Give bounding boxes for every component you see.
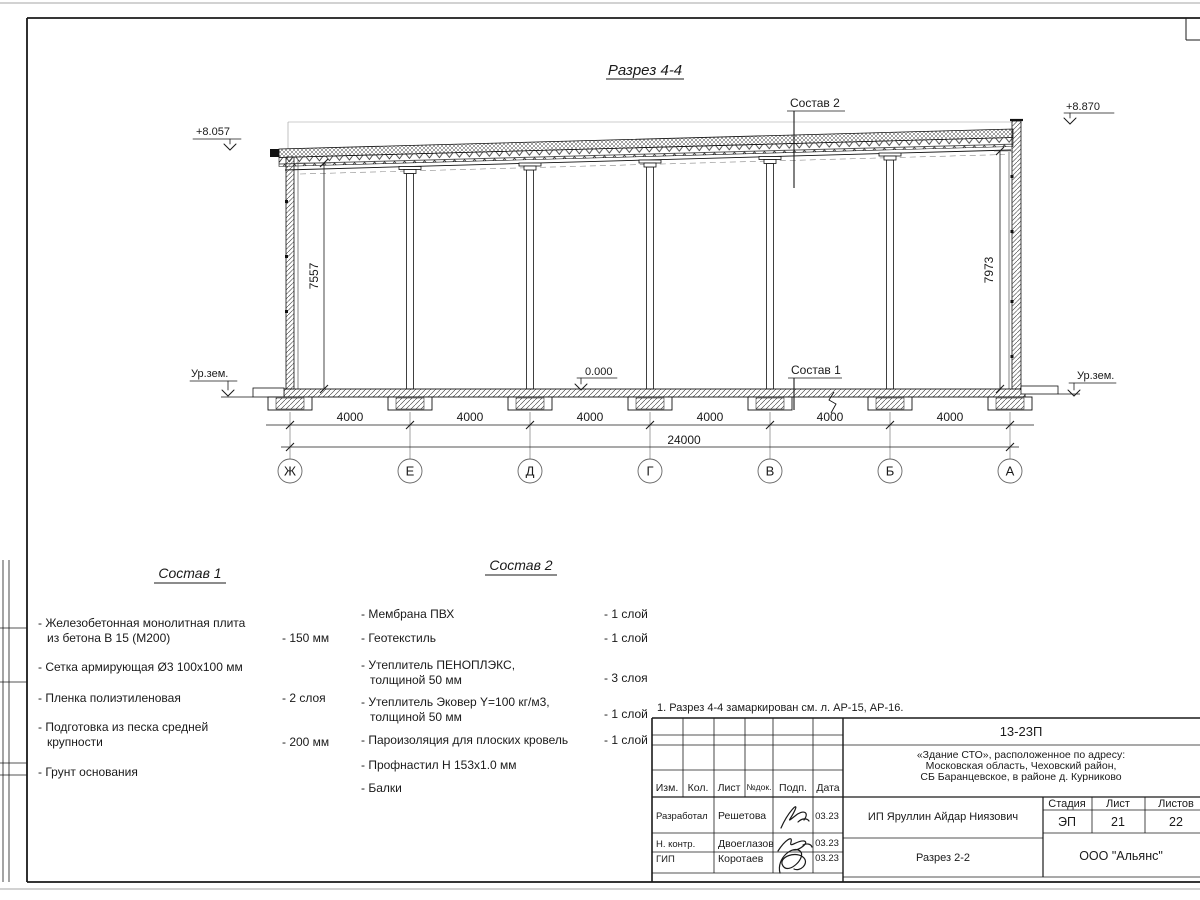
- height-left-dim: 7557: [307, 262, 321, 290]
- list-item: крупности: [47, 735, 103, 749]
- sheet-value: 21: [1111, 815, 1125, 829]
- section-title: Разрез 4-4: [607, 62, 683, 79]
- total-dim: 24000: [667, 433, 701, 447]
- bay-dim: 4000: [816, 410, 844, 424]
- list-item: - Балки: [361, 781, 402, 795]
- project-address-line: «Здание СТО», расположенное по адресу:: [916, 749, 1126, 761]
- elevation-zero-label: 0.000: [585, 366, 613, 378]
- list-item: - Подготовка из песка средней: [38, 720, 209, 734]
- project-address-line: Московская область, Чеховский район,: [925, 760, 1117, 772]
- height-right-dim: 7973: [982, 256, 996, 284]
- axis-label: В: [765, 463, 775, 479]
- sheets-value: 22: [1169, 815, 1183, 829]
- name-cell: Коротаев: [718, 853, 764, 865]
- list-item-value: - 1 слой: [604, 631, 648, 645]
- list-item-value: - 2 слоя: [282, 691, 326, 705]
- columns: [399, 153, 901, 389]
- company-name: ООО "Альянс": [1079, 849, 1163, 863]
- footings: [268, 397, 1032, 410]
- date-cell: 03.23: [815, 853, 839, 864]
- list-item-value: - 150 мм: [282, 631, 330, 645]
- axis-label: А: [1005, 463, 1015, 479]
- name-cell: Двоеглазов: [718, 838, 774, 850]
- leader-sostav1-label: Состав 1: [791, 363, 841, 377]
- bay-dim: 4000: [336, 410, 364, 424]
- axis-label: Е: [405, 463, 415, 479]
- vertical-dimension-left: [296, 159, 331, 393]
- ground-level-right-label: Ур.зем.: [1077, 370, 1115, 382]
- role-cell: Разработал: [656, 811, 708, 822]
- date-cell: 03.23: [815, 811, 839, 822]
- sostav2-list: [361, 557, 648, 795]
- list-item: - Утеплитель Эковер Y=100 кг/м3,: [361, 695, 550, 709]
- date-cell: 03.23: [815, 838, 839, 849]
- sheets-label: Листов: [1158, 798, 1194, 810]
- right-apron: [1021, 386, 1058, 394]
- title-block: [652, 718, 1200, 882]
- drawing-name: Разрез 2-2: [915, 852, 971, 864]
- left-wall: [286, 157, 294, 389]
- name-cell: Решетова: [718, 810, 767, 822]
- list-item: - Сетка армирующая Ø3 100х100 мм: [38, 660, 243, 674]
- axis-label: Б: [885, 463, 895, 479]
- axis-label: Г: [646, 463, 654, 479]
- sostav1-title: Состав 1: [158, 565, 222, 581]
- sostav2-title: Состав 2: [489, 557, 553, 573]
- list-item: - Железобетонная монолитная плита: [38, 616, 246, 630]
- project-code: 13-23П: [999, 724, 1043, 739]
- sheet-label: Лист: [1106, 798, 1130, 810]
- vertical-dimension-right: [982, 147, 1013, 393]
- col-header-ndok: №док.: [746, 782, 772, 792]
- list-item: - Профнастил Н 153х1.0 мм: [361, 758, 517, 772]
- list-item: - Пленка полиэтиленовая: [38, 691, 181, 705]
- eave-end-block: [270, 149, 279, 157]
- axis-extension-lines: [290, 412, 1010, 459]
- signatures: [778, 807, 812, 873]
- axis-bubbles: [278, 459, 1022, 483]
- list-item-value: - 1 слой: [604, 707, 648, 721]
- list-item: - Пароизоляция для плоских кровель: [361, 733, 569, 747]
- list-item-value: - 1 слой: [604, 733, 648, 747]
- bay-dim: 4000: [696, 410, 724, 424]
- role-cell: Н. контр.: [656, 839, 696, 850]
- signature-razrabotal: [781, 807, 809, 828]
- axis-label: Ж: [283, 463, 297, 479]
- bay-dim: 4000: [456, 410, 484, 424]
- col-header-list: Лист: [717, 782, 741, 794]
- col-header-kol: Кол.: [687, 782, 709, 794]
- list-item-value: - 1 слой: [604, 607, 648, 621]
- signature-gip: [779, 850, 805, 873]
- left-apron: [253, 388, 284, 397]
- bay-dim: 4000: [936, 410, 964, 424]
- list-item-value: - 200 мм: [282, 735, 330, 749]
- list-item: - Утеплитель ПЕНОПЛЭКС,: [361, 658, 516, 672]
- list-item: из бетона В 15 (М200): [47, 631, 171, 645]
- list-item: - Грунт основания: [38, 765, 138, 779]
- elevation-right-label: +8.870: [1066, 101, 1100, 113]
- horizontal-dimensions: [266, 410, 1034, 459]
- sostav1-list: [38, 565, 329, 779]
- list-item-value: - 3 слоя: [604, 671, 648, 685]
- elevation-left-label: +8.057: [196, 126, 230, 138]
- drawing-note: 1. Разрез 4-4 замаркирован см. л. АР-15, АР-16.: [657, 702, 904, 714]
- project-address-line: СБ Баранцевское, в районе д. Курниково: [920, 771, 1122, 783]
- left-margin-stamp: [0, 560, 27, 882]
- list-item: - Мембрана ПВХ: [361, 607, 455, 621]
- client-name: ИП Яруллин Айдар Ниязович: [867, 811, 1019, 823]
- col-header-data: Дата: [816, 782, 840, 794]
- axis-label: Д: [525, 463, 535, 479]
- col-header-podp: Подп.: [779, 782, 807, 794]
- building-section: [221, 120, 1080, 413]
- list-item: толщиной 50 мм: [370, 710, 462, 724]
- floor-slab: [284, 389, 1025, 397]
- right-wall: [1012, 121, 1021, 389]
- leader-sostav2-label: Состав 2: [790, 96, 840, 110]
- col-header-izm: Изм.: [655, 782, 679, 794]
- stage-value: ЭП: [1058, 815, 1076, 829]
- list-item: толщиной 50 мм: [370, 673, 462, 687]
- list-item: - Геотекстиль: [361, 631, 436, 645]
- ground-level-left-label: Ур.зем.: [191, 368, 229, 380]
- stage-label: Стадия: [1048, 798, 1086, 810]
- role-cell: ГИП: [656, 854, 675, 865]
- bay-dim: 4000: [576, 410, 604, 424]
